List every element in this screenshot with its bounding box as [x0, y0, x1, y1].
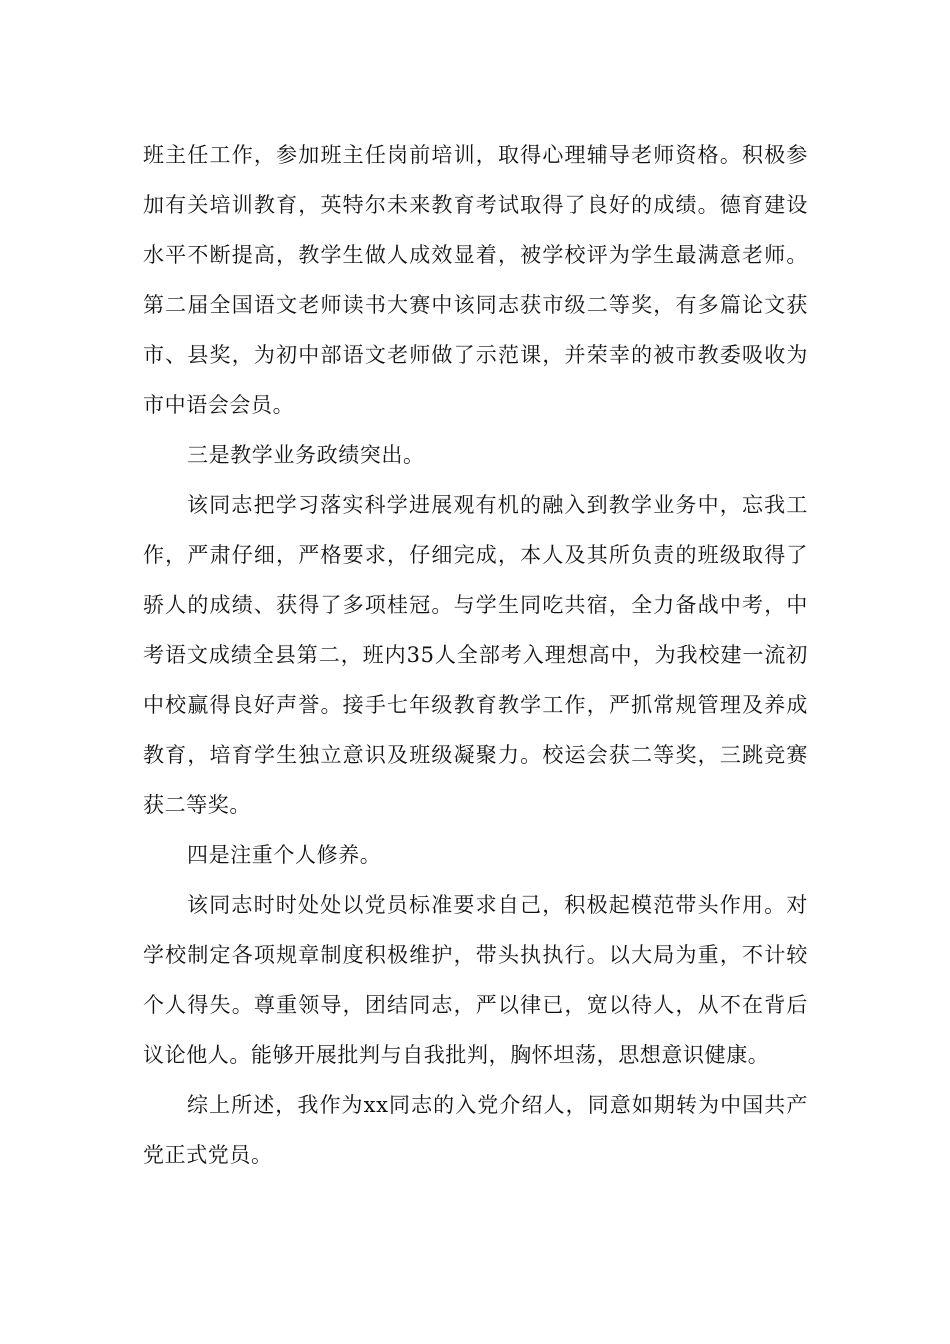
paragraph-conclusion: 综上所述，我作为xx同志的入党介绍人，同意如期转为中国共产党正式党员。 [143, 1093, 808, 1167]
paragraph-continuation: 班主任工作，参加班主任岗前培训，取得心理辅导老师资格。积极参加有关培训教育，英特尔未来教育考试取得了良好的成绩。德育建设水平不断提高，教学生做人成效显着，被学校评为学生最满意老师。第二届全国语文老师读书大赛中该同志获市级二等奖，有多篇论文获市、县奖，为初中部语文老师做了示范课，并荣幸的被市教委吸收为市中语会会员。 [143, 143, 808, 417]
section-heading-personal-cultivation: 四是注重个人修养。 [187, 843, 382, 867]
document-body [143, 130, 808, 1180]
paragraph-teaching-performance: 该同志把学习落实科学进展观有机的融入到教学业务中，忘我工作，严肃仔细，严格要求，仔细完成，本人及其所负责的班级取得了骄人的成绩、获得了多项桂冠。与学生同吃共宿，全力备战中考，中考语文成绩全县第二，班内35人全部考入理想高中，为我校建一流初中校赢得良好声誉。接手七年级教育教学工作，严抓常规管理及养成教育，培育学生独立意识及班级凝聚力。校运会获二等奖，三跳竞赛获二等奖。 [143, 493, 808, 817]
paragraph-personal-cultivation: 该同志时时处处以党员标准要求自己，积极起模范带头作用。对学校制定各项规章制度积极维护，带头执执行。以大局为重，不计较个人得失。尊重领导，团结同志，严以律已，宽以待人，从不在背后议论他人。能够开展批判与自我批判，胸怀坦荡，思想意识健康。 [143, 893, 808, 1067]
section-heading-teaching-performance: 三是教学业务政绩突出。 [187, 443, 425, 467]
